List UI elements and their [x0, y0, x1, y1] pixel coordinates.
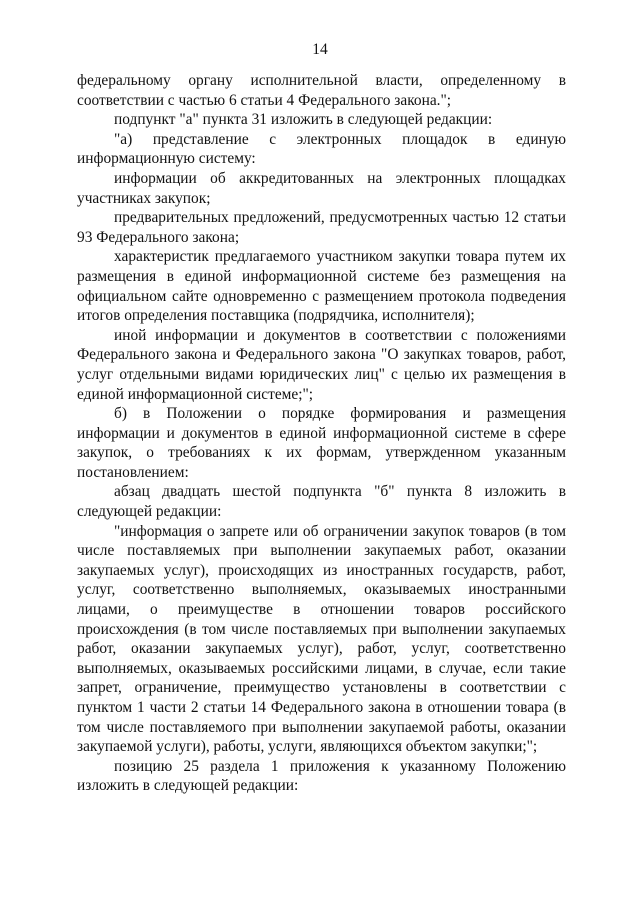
document-body [77, 71, 566, 796]
paragraph: абзац двадцать шестой подпункта "б" пункта 8 изложить в следующей редакции: [77, 483, 566, 521]
paragraph: предварительных предложений, предусмотренных частью 12 статьи 93 Федерального закона; [77, 209, 566, 246]
paragraph: иной информации и документов в соответствии с положениями Федерального закона и Федерального закона "О закупках товаров, работ, услуг отдельными видами юридических лиц" с целью их размещения в единой информационной системе;"; [77, 326, 566, 403]
page-number: 14 [312, 41, 328, 58]
paragraph: "а) представление с электронных площадок в единую информационную систему: [77, 130, 566, 168]
paragraph: подпункт "а" пункта 31 изложить в следующей редакции: [114, 111, 493, 129]
paragraph: б) в Положении о порядке формирования и размещения информации и документов в единой информационной системе в сфере закупок, о требованиях к их формам, утвержденном указанным постановлением: [77, 405, 566, 481]
paragraph: характеристик предлагаемого участником закупки товара путем их размещения в единой информационной системе без размещения на официальном сайте одновременно с размещением протокола подведения итогов определения поставщика (подрядчика, исполнителя); [77, 248, 566, 325]
paragraph: "информация о запрете или об ограничении закупок товаров (в том числе поставляемых при выполнении закупаемых работ, оказании закупаемых услуг), происходящих из иностранных государств, работ, услуг, соответственно выполняемых, оказываемых иностранными лицами, о преимуществе в отношении товаров российского происхождения (в том числе поставляемых при выполнении закупаемых работ, оказании закупаемых услуг), работ, услуг, соответственно выполняемых, оказываемых российскими лицами, в случае, если такие запрет, ограничение, преимущество установлены в соответствии с пунктом 1 части 2 статьи 14 Федерального закона в отношении товара (в том числе поставляемого при выполнении закупаемой работы, оказании закупаемой услуги), работы, услуги, являющихся объектом закупки;"; [77, 522, 566, 756]
paragraph: позицию 25 раздела 1 приложения к указанному Положению изложить в следующей редакции: [77, 757, 566, 795]
paragraph: информации об аккредитованных на электронных площадках участниках закупок; [77, 169, 566, 207]
paragraph: федеральному органу исполнительной власти, определенному в соответствии с частью 6 статьи 4 Федерального закона."; [77, 72, 566, 109]
